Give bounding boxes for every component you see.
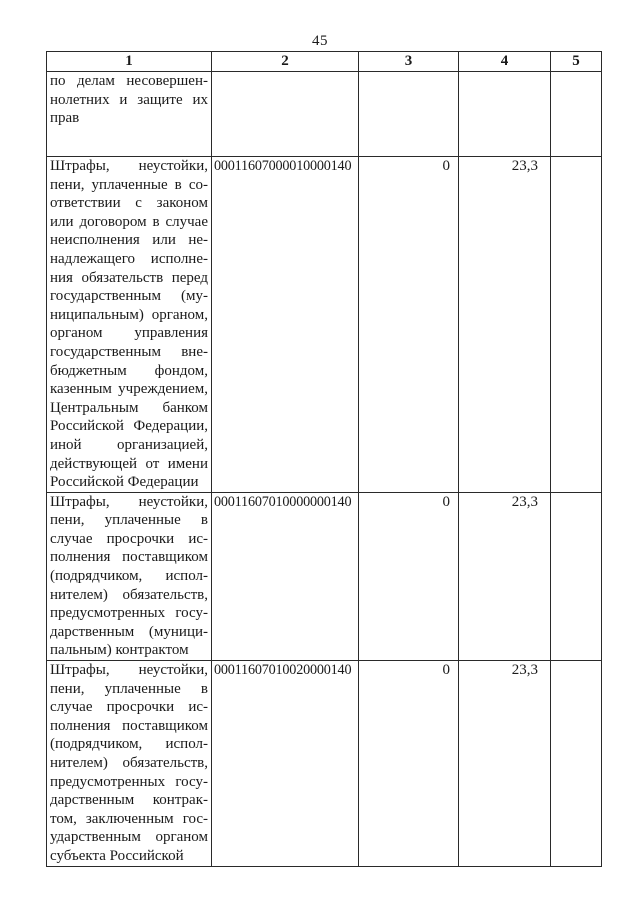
row-description xyxy=(47,72,212,157)
description-line: государственным (му- xyxy=(50,288,208,305)
column-header-4: 4 xyxy=(459,52,551,72)
column-5-value xyxy=(551,157,602,493)
description-line: государственным вне- xyxy=(50,343,208,360)
description-line: (подрядчиком, испол- xyxy=(50,568,208,585)
description-line: дарственным (муници- xyxy=(50,623,208,640)
budget-classification-code xyxy=(212,72,359,157)
description-line: предусмотренных госу- xyxy=(50,773,208,790)
description-line: Российской Федерации xyxy=(50,474,199,491)
row-description xyxy=(47,492,212,660)
description-line: предусмотренных госу- xyxy=(50,605,208,622)
description-line: прав xyxy=(50,110,80,127)
description-line: субъекта Российской xyxy=(50,847,184,864)
description-line: ния обязательств перед xyxy=(50,269,208,286)
row-description xyxy=(47,157,212,493)
description-line: пени, уплаченные в со- xyxy=(50,176,208,193)
column-header-2: 2 xyxy=(212,52,359,72)
description-line: том, заключенным гос- xyxy=(50,810,208,827)
description-line: дарственным контрак- xyxy=(50,792,208,809)
column-4-value: 23,3 xyxy=(459,157,551,493)
column-4-value xyxy=(459,72,551,157)
description-line: действующей от имени xyxy=(50,455,208,472)
description-line: бюджетным фондом, xyxy=(50,362,208,379)
description-line: казенным учреждением, xyxy=(50,381,208,398)
description-line: ниципальным) органом, xyxy=(50,306,208,323)
column-3-value xyxy=(359,72,459,157)
column-5-value xyxy=(551,492,602,660)
document-table xyxy=(46,51,602,867)
description-line: пальным) контрактом xyxy=(50,642,189,659)
description-line: (подрядчиком, испол- xyxy=(50,736,208,753)
description-line: нителем) обязательств, xyxy=(50,586,208,603)
budget-classification-code: 00011607010020000140 xyxy=(212,661,359,867)
page-number: 45 xyxy=(312,33,328,49)
column-5-value xyxy=(551,661,602,867)
column-header-3: 3 xyxy=(359,52,459,72)
description-line: нолетних и защите их xyxy=(50,91,208,108)
table-row xyxy=(47,492,602,660)
column-header-1: 1 xyxy=(47,52,212,72)
table-header-row xyxy=(47,52,602,72)
row-description xyxy=(47,661,212,867)
table-row xyxy=(47,661,602,867)
description-line: неисполнения или не- xyxy=(50,232,208,249)
column-5-value xyxy=(551,72,602,157)
description-line: Российской Федерации, xyxy=(50,418,208,435)
column-3-value: 0 xyxy=(359,492,459,660)
description-line: пени, уплаченные в xyxy=(50,680,208,697)
budget-classification-code: 00011607010000000140 xyxy=(212,492,359,660)
description-line: полнения поставщиком xyxy=(50,717,208,734)
description-line: надлежащего исполне- xyxy=(50,250,208,267)
description-line: ответствии с законом xyxy=(50,195,208,212)
column-header-5: 5 xyxy=(551,52,602,72)
description-line: органом управления xyxy=(50,325,208,342)
description-line: по делам несовершен- xyxy=(50,73,208,89)
column-4-value: 23,3 xyxy=(459,661,551,867)
description-line: Штрафы, неустойки, xyxy=(50,662,208,679)
table-row xyxy=(47,157,602,493)
table-row xyxy=(47,72,602,157)
description-line: ударственным органом xyxy=(50,829,208,846)
description-line: иной организацией, xyxy=(50,436,208,453)
column-3-value: 0 xyxy=(359,661,459,867)
description-line: или договором в случае xyxy=(50,213,208,230)
description-line: полнения поставщиком xyxy=(50,549,208,566)
description-line: пени, уплаченные в xyxy=(50,512,208,529)
description-line: Центральным банком xyxy=(50,399,208,416)
column-3-value: 0 xyxy=(359,157,459,493)
column-4-value: 23,3 xyxy=(459,492,551,660)
description-line: нителем) обязательств, xyxy=(50,755,208,771)
description-line: случае просрочки ис- xyxy=(50,530,208,547)
description-line: случае просрочки ис- xyxy=(50,699,208,716)
description-line: Штрафы, неустойки, xyxy=(50,158,208,174)
description-line: Штрафы, неустойки, xyxy=(50,493,208,510)
budget-classification-code: 00011607000010000140 xyxy=(212,157,359,493)
